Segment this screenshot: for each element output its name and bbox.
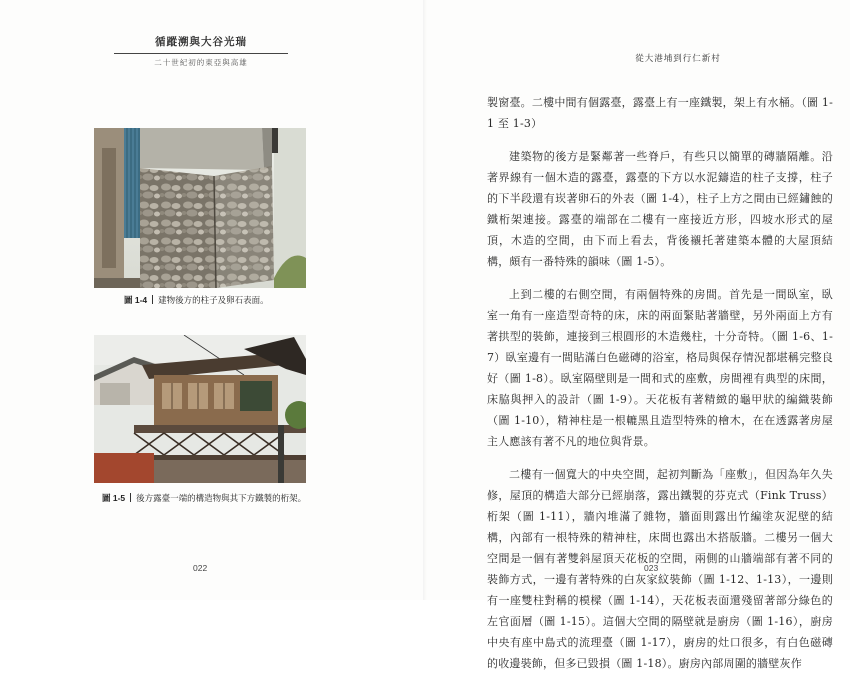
- figure-1-5-photo: [94, 335, 306, 483]
- caption-divider: [130, 493, 131, 502]
- body-text: [487, 92, 833, 686]
- running-header-left: [96, 34, 306, 68]
- caption-text: 建物後方的柱子及卵石表面。: [158, 296, 269, 306]
- figure-number: 圖 1-5: [102, 493, 126, 503]
- caption-divider: [152, 295, 153, 304]
- paragraph: 上到二樓的右側空間，有兩個特殊的房間。首先是一間臥室，臥室一角有一座造型奇特的床，床的兩面緊貼著牆壁，另外兩面上方有著拱型的裝飾，連接到三根圓形的木造幾柱，十分奇特。（圖 1-6、1-7）臥室邊有一間貼滿白色磁磚的浴室，格局與保存情況都堪稱完整良好（圖 1-8）。臥室隔壁則是一間和式的座敷，房間裡有典型的床間，床脇與押入的設計（圖 1-9）。天花板有著精緻的龜甲狀的編織裝飾（圖 1-10），精神柱是一根轆黑且造型特殊的檜木，在在透露著房屋主人應該有著不凡的地位與背景。: [487, 288, 833, 448]
- paragraph: 二樓有一個寬大的中央空間，起初判斷為「座敷」，但因為年久失修，屋頂的構造大部分已經崩落，露出鐵製的芬克式（Fink Truss）桁架（圖 1-11），牆內堆滿了雜物，牆面則露出竹編塗灰泥壁的結構，內部有一根特殊的精神柱，床間也露出木搭版牆。二樓另一個大空間是一個有著雙斜屋頂天花板的空間，兩側的山牆端部有著不同的裝飾方式，一邊有著特殊的白灰家紋裝飾（圖 1-12、1-13），一邊則有一座雙柱對稱的模樑（圖 1-14），天花板表面還殘留著部分綠色的左官面層（圖 1-15）。這個大空間的隔壁就是廚房（圖 1-16），廚房中央有座中島式的流理臺（圖 1-17），廚房的灶口很多，有白色磁磚的收邊裝飾，但多已毀損（圖 1-18）。廚房內部周圍的牆壁灰作: [487, 468, 833, 670]
- page-number-left: 022: [193, 563, 208, 573]
- figure-number: 圖 1-4: [124, 295, 148, 305]
- figure-1-4-caption: [124, 294, 269, 306]
- paragraph: 製窗臺。二樓中間有個露臺，露臺上有一座鐵製，架上有水桶。（圖 1-1 至 1-3）: [487, 96, 833, 130]
- page-number-right: 023: [644, 563, 659, 573]
- paragraph: 建築物的後方是緊鄰著一些脊戶，有些只以簡單的磚牆隔離。沿著界線有一個木造的露臺，露臺的下方以水泥鑄造的柱子支撐，柱子的下半段還有崁著卵石的外表（圖 1-4），柱子上方之間由已經鏽蝕的鐵桁架連接。露臺的端部在二樓有一座接近方形，四坡水形式的屋頂，木造的空間，由下而上看去，背後襯托著建築本體的大屋頂結構，頗有一番特殊的韻味（圖 1-5）。: [487, 150, 833, 268]
- figure-1-5-caption: [102, 492, 306, 504]
- caption-text: 後方露臺一端的構造物與其下方鐵製的桁架。: [136, 494, 307, 504]
- running-subtitle: 二十世紀初的東亞與高雄: [154, 58, 248, 67]
- left-page: [0, 0, 425, 600]
- running-header-right: 從大港埔到行仁新村: [635, 54, 721, 64]
- figure-1-4-photo: [94, 128, 306, 288]
- header-rule: [114, 53, 288, 54]
- running-title: 循蹤溯與大谷光瑞: [155, 36, 247, 48]
- right-page: [425, 0, 850, 670]
